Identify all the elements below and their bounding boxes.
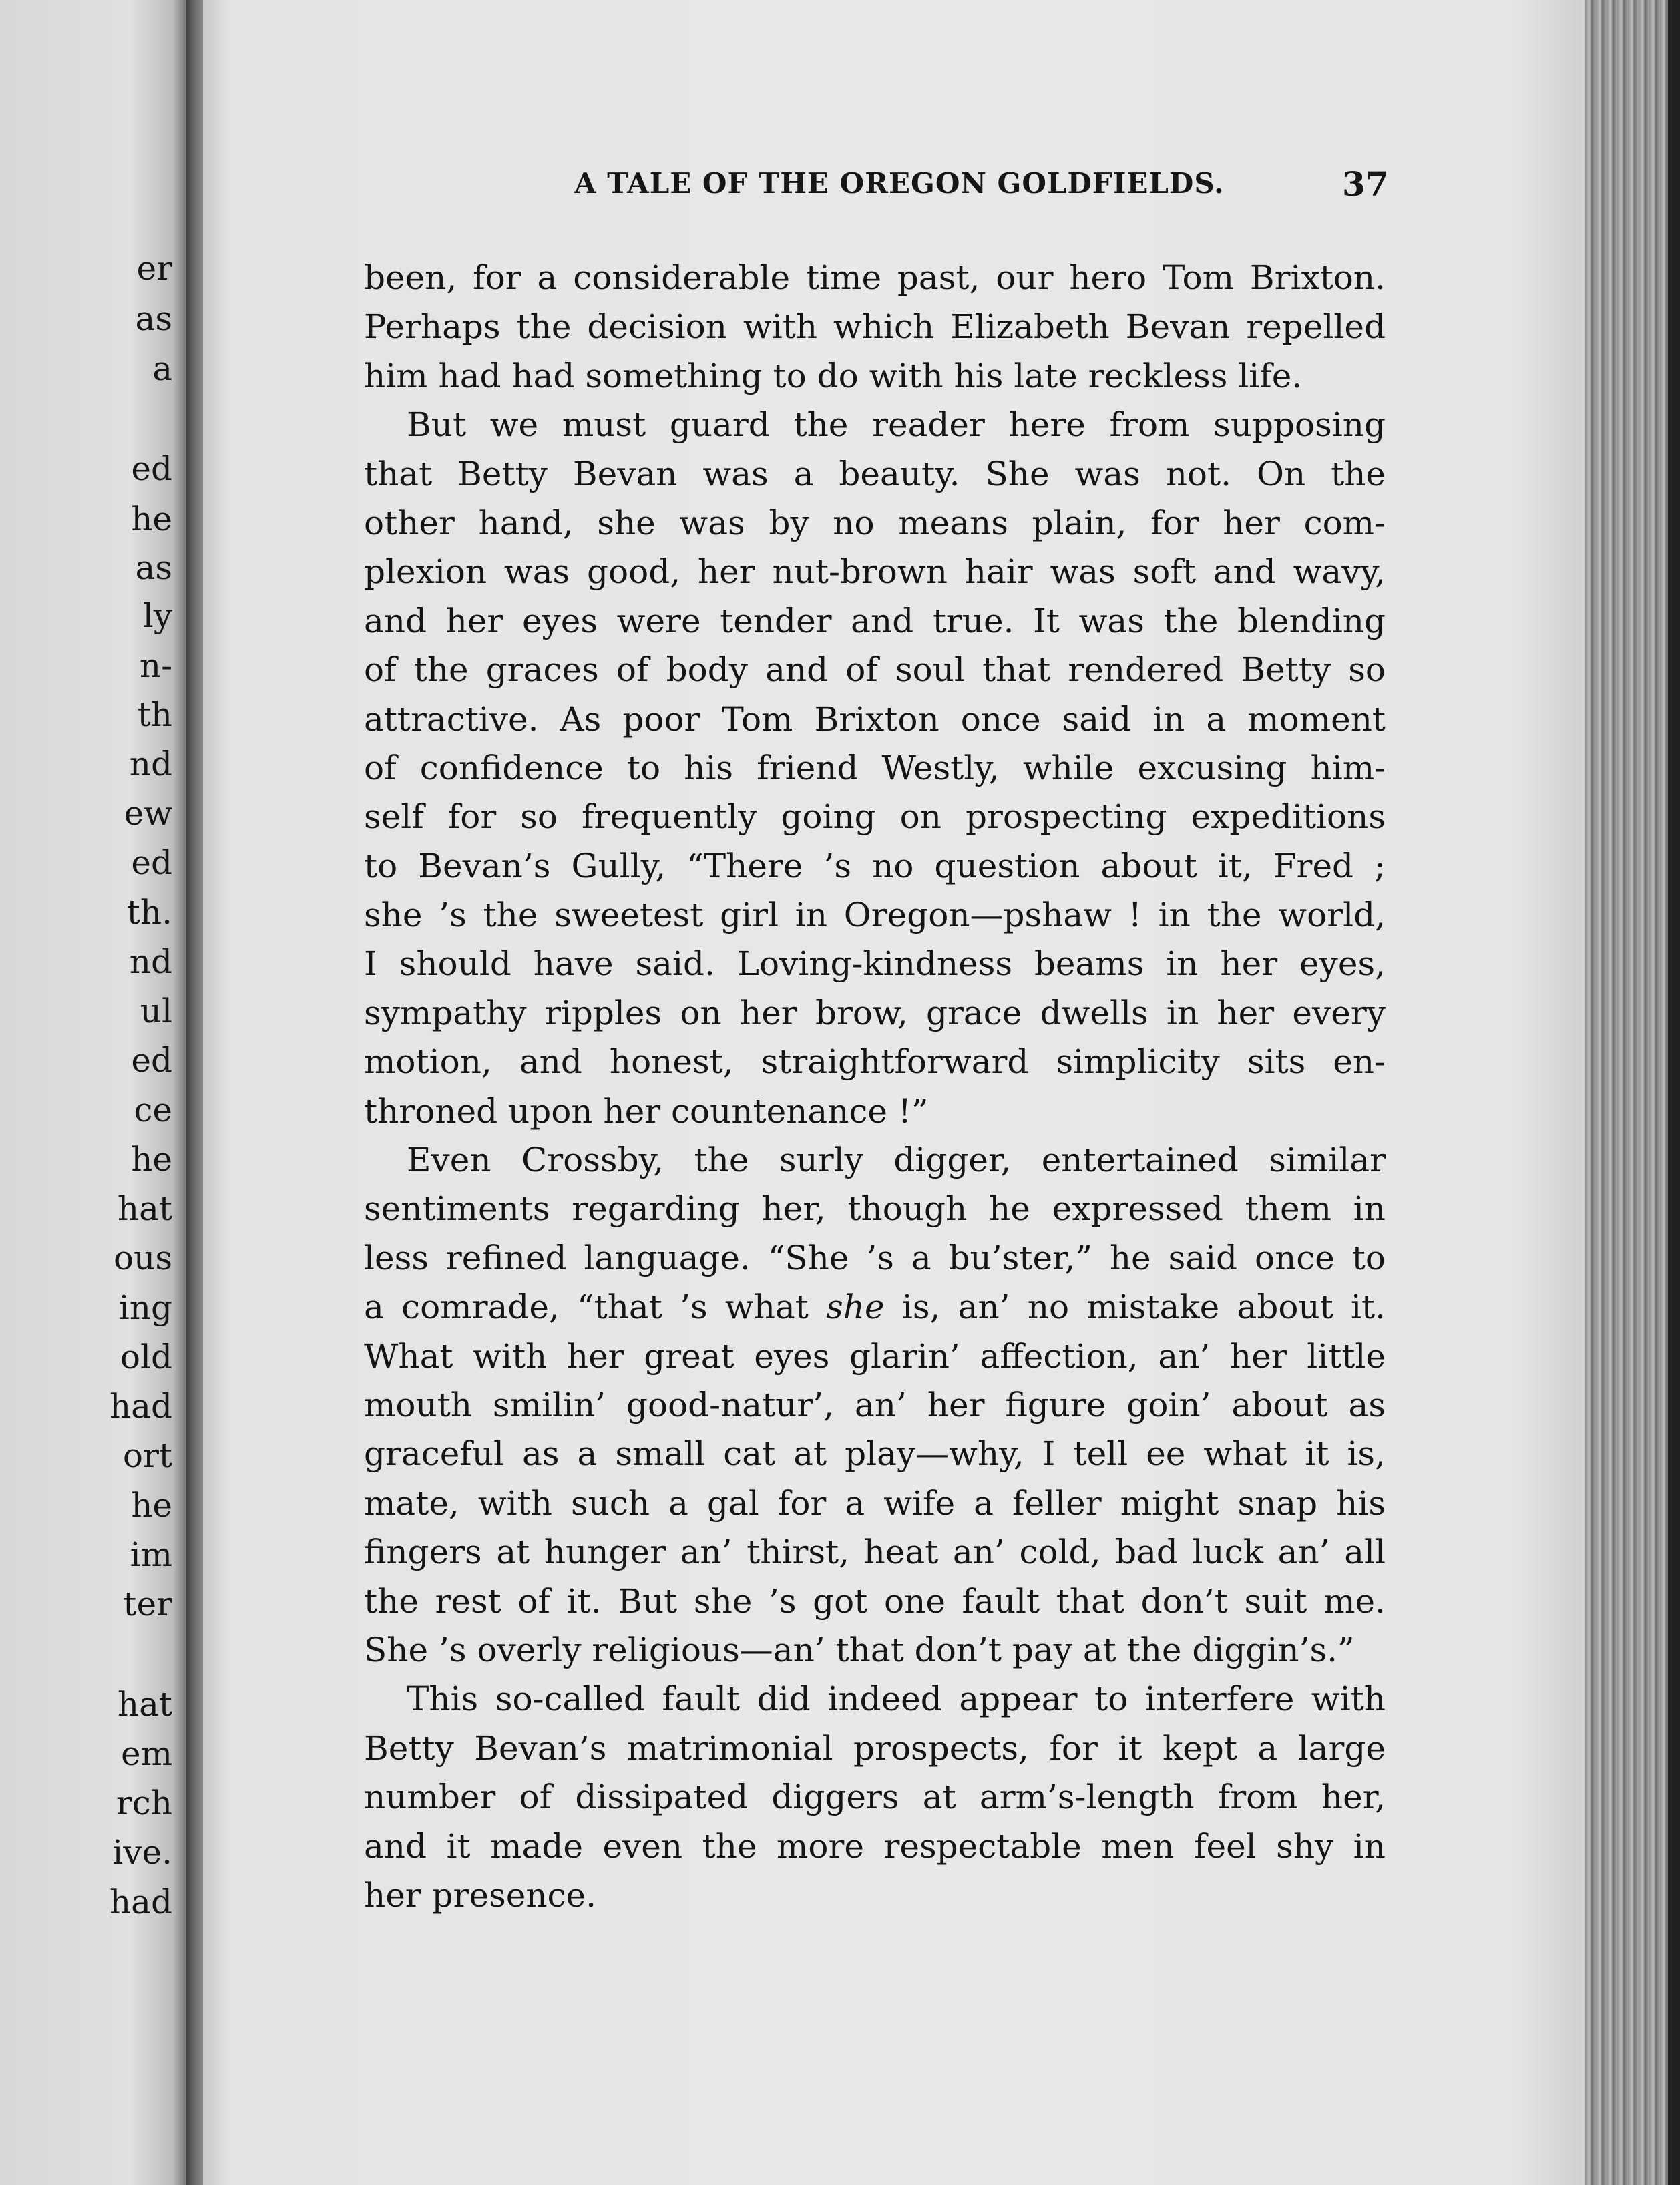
left-page-fragment: ort: [122, 1436, 172, 1475]
text-line: to Bevan’s Gully, “There ’s no question about it, Fred ;: [364, 846, 1386, 885]
page-number: 37: [1342, 164, 1389, 204]
left-page-fragment: im: [130, 1535, 172, 1574]
text-line: Even Crossby, the surly digger, entertained similar: [407, 1141, 1386, 1180]
left-page-fragment: he: [131, 500, 172, 538]
left-page-fragment: had: [109, 1882, 172, 1921]
left-page-fragment: ive.: [112, 1833, 172, 1872]
text-line: What with her great eyes glarin’ affection, an’ her little: [364, 1336, 1386, 1376]
left-page-fragment: n-: [139, 646, 172, 685]
text-line: been, for a considerable time past, our hero Tom Brixton.: [364, 258, 1386, 297]
left-page-fragment: hat: [117, 1189, 172, 1228]
left-page-fragment: rch: [116, 1784, 172, 1822]
book-gutter: [186, 0, 203, 2185]
left-page-fragment: had: [109, 1387, 172, 1426]
text-line: Perhaps the decision with which Elizabeth Bevan repelled: [364, 307, 1386, 347]
left-page-fragment: ous: [114, 1239, 172, 1277]
left-page-fragment: ed: [131, 843, 172, 882]
text-line: she ’s the sweetest girl in Oregon—pshaw ! in the world,: [364, 896, 1386, 935]
text-line: sympathy ripples on her brow, grace dwells in her every: [364, 993, 1386, 1032]
left-page-fragment: ew: [124, 794, 172, 833]
left-page-fragment: em: [120, 1734, 172, 1773]
left-page-fragment: th: [137, 695, 172, 734]
text-line: a comrade, “that ’s what she is, an’ no mistake about it.: [364, 1287, 1386, 1327]
text-line: her presence.: [364, 1875, 597, 1915]
left-page-fragment: ce: [134, 1090, 172, 1129]
text-line: motion, and honest, straightforward simplicity sits en-: [364, 1042, 1386, 1082]
background-edge: [1668, 0, 1680, 2185]
text-line: She ’s overly religious—an’ that don’t pay at the diggin’s.”: [364, 1630, 1355, 1669]
text-line: and it made even the more respectable men feel shy in: [364, 1826, 1386, 1866]
left-page: [0, 0, 186, 2185]
left-page-fragment: nd: [129, 942, 172, 981]
left-page-fragment: he: [131, 1486, 172, 1525]
text-line: Betty Bevan’s matrimonial prospects, for it kept a large: [364, 1728, 1386, 1768]
left-page-fragment: old: [120, 1338, 172, 1376]
left-page-fragment: ed: [131, 449, 172, 488]
text-line: attractive. As poor Tom Brixton once said in a moment: [364, 699, 1386, 739]
text-line: throned upon her countenance !”: [364, 1091, 929, 1131]
text-line: fingers at hunger an’ thirst, heat an’ cold, bad luck an’ all: [364, 1533, 1386, 1572]
left-page-fragment: th.: [126, 893, 172, 932]
left-page-fragment: ul: [140, 992, 172, 1030]
text-line: of confidence to his friend Westly, while excusing him-: [364, 748, 1386, 787]
running-title: A TALE OF THE OREGON GOLDFIELDS.: [574, 167, 1225, 200]
text-line: graceful as a small cat at play—why, I tell ee what it is,: [364, 1434, 1386, 1474]
text-line: mate, with such a gal for a wife a feller might snap his: [364, 1483, 1386, 1523]
left-page-fragment: ly: [142, 596, 172, 635]
text-line: plexion was good, her nut-brown hair was soft and wavy,: [364, 552, 1386, 592]
body-text: [364, 254, 1386, 1920]
left-page-fragment: ing: [118, 1288, 172, 1327]
text-line: self for so frequently going on prospecting expeditions: [364, 797, 1386, 837]
left-page-fragment: er: [136, 249, 172, 288]
left-page-text-fragments: [0, 0, 172, 2185]
text-line: other hand, she was by no means plain, for her com-: [364, 503, 1386, 542]
left-page-fragment: nd: [129, 745, 172, 783]
text-line: and her eyes were tender and true. It was the blending: [364, 601, 1386, 640]
left-page-fragment: he: [131, 1140, 172, 1179]
text-line: This so-called fault did indeed appear to interfere with: [407, 1679, 1386, 1719]
left-page-fragment: as: [135, 299, 172, 338]
text-line: number of dissipated diggers at arm’s-length from her,: [364, 1778, 1386, 1817]
left-page-fragment: a: [152, 349, 172, 388]
text-line: him had had something to do with his late reckless life.: [364, 356, 1303, 395]
text-line: of the graces of body and of soul that rendered Betty so: [364, 650, 1386, 690]
text-line: sentiments regarding her, though he expressed them in: [364, 1189, 1386, 1229]
left-page-fragment: hat: [117, 1685, 172, 1724]
text-line: But we must guard the reader here from supposing: [407, 405, 1386, 445]
text-line: less refined language. “She ’s a bu’ster,” he said once to: [364, 1238, 1386, 1277]
text-line: the rest of it. But she ’s got one fault that don’t suit me.: [364, 1581, 1386, 1621]
left-page-fragment: ter: [123, 1585, 172, 1623]
text-line: I should have said. Loving-kindness beams in her eyes,: [364, 944, 1386, 984]
left-page-fragment: ed: [131, 1041, 172, 1080]
left-page-fragment: as: [135, 548, 172, 587]
text-line: that Betty Bevan was a beauty. She was not. On the: [364, 454, 1386, 493]
page-edges: [1585, 0, 1680, 2185]
text-line: mouth smilin’ good-natur’, an’ her figure goin’ about as: [364, 1385, 1386, 1424]
